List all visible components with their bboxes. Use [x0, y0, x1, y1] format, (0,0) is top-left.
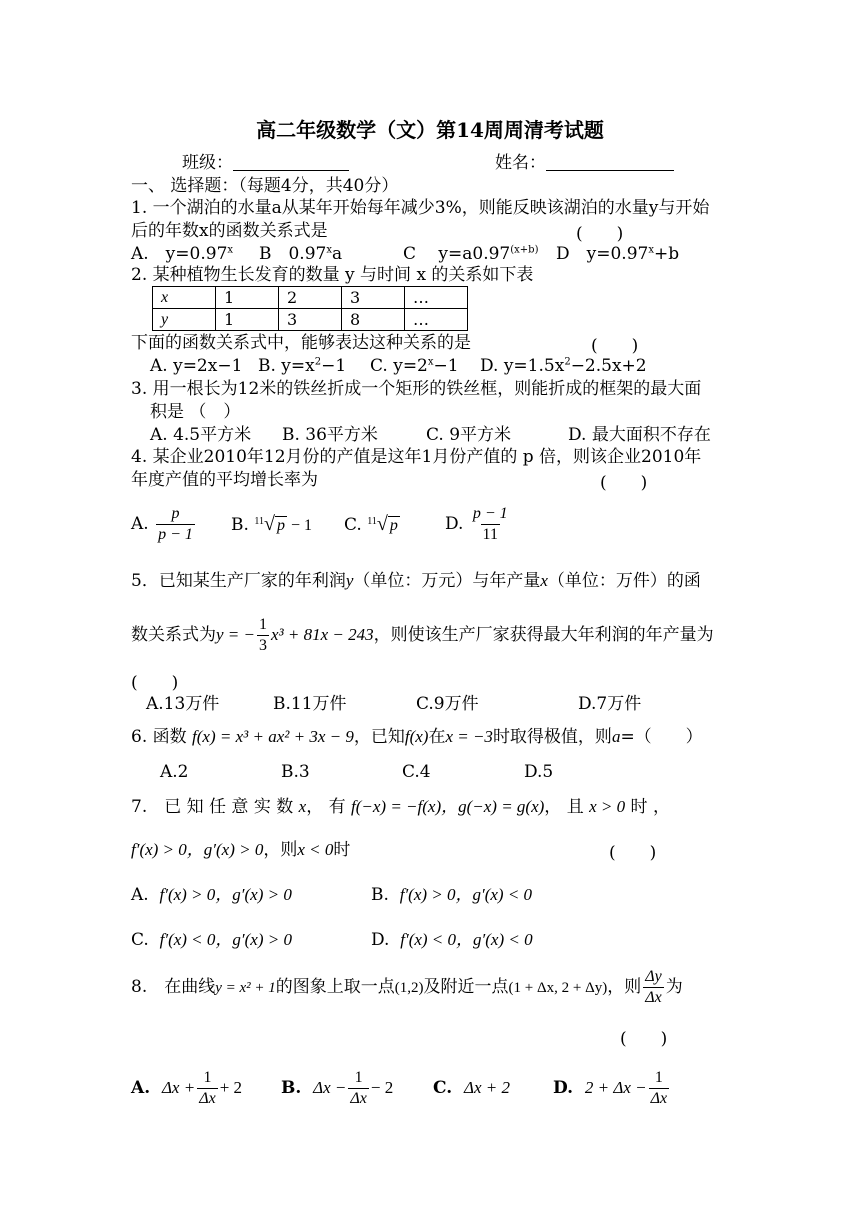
q4-line2: 年度产值的平均增长率为 [131, 470, 318, 490]
q3-line1: 3. 用一根长为12米的铁丝折成一个矩形的铁丝框，则能折成的框架的最大面 [131, 379, 702, 399]
q8-a-pre: Δx + [161, 1078, 196, 1097]
exam-title: 高二年级数学（文）第14周周清考试题 [256, 118, 604, 142]
q7-b-label: B. [371, 885, 389, 905]
q4-option-a[interactable] [131, 504, 197, 545]
class-label: 班级： [182, 153, 233, 173]
q8-num: Δy [645, 968, 662, 985]
q7-d-expr: f′(x) < 0，g′(x) < 0 [400, 930, 533, 949]
q8-d-fraction [649, 1068, 670, 1109]
q8-options [131, 1066, 741, 1110]
q8-a-label: A. [131, 1078, 151, 1098]
q4-option-c[interactable] [344, 510, 400, 538]
table-cell: … [405, 287, 468, 309]
q2-c-tail: −1 [433, 356, 459, 376]
q2-d-sup: 2 [564, 356, 571, 368]
q7-condition: f(−x) = −f(x)，g(−x) = g(x) [351, 797, 545, 816]
q1-d-sup: x [648, 244, 654, 256]
q4-b-label: B. [231, 515, 249, 535]
q8-text: 为 [665, 977, 683, 997]
q8-a-den: Δx [199, 1090, 216, 1107]
q4-c-label: C. [344, 515, 362, 535]
q7-var-x: x [298, 797, 307, 816]
q4-b-radical [254, 513, 312, 535]
q5-eq-fraction [257, 615, 269, 656]
q7-d-label: D. [371, 930, 390, 950]
q6-option-c[interactable]: C.4 [402, 762, 431, 782]
q6-function: f(x) = x³ + ax² + 3x − 9 [192, 727, 354, 746]
q7-text: 时 ， [630, 797, 670, 817]
q7-derivative-condition: f′(x) > 0，g′(x) > 0 [131, 840, 264, 859]
q6-option-b[interactable]: B.3 [281, 762, 310, 782]
q4-c-index: 11 [367, 516, 377, 527]
table-row [153, 287, 468, 309]
q2-c-text: C. y=2 [370, 356, 428, 376]
q8-den: Δx [645, 989, 662, 1006]
table-cell: 2 [279, 287, 342, 309]
q5-option-a[interactable]: A.13万件 [146, 694, 220, 714]
q2-option-b[interactable] [258, 354, 346, 378]
q4-option-d[interactable] [445, 504, 512, 545]
q7-line1 [131, 795, 741, 819]
sqrt-icon: √ [376, 513, 388, 535]
q6-option-d[interactable]: D.5 [524, 762, 554, 782]
table-cell: 1 [216, 287, 279, 309]
q1-c-sup: (x+b) [510, 244, 539, 256]
table-row [153, 309, 468, 331]
q6-text: 在 [428, 727, 446, 747]
name-label: 姓名： [495, 153, 546, 173]
q2-answer-paren[interactable]: ( ) [591, 336, 639, 356]
q4-d-fraction [471, 504, 510, 545]
q7-option-a[interactable] [131, 883, 292, 907]
q6-text: 时取得极值，则 [492, 727, 612, 747]
q2-c-sup: x [427, 356, 434, 368]
q1-d-tail: +b [653, 244, 680, 264]
q8-text: 8. 在曲线 [131, 977, 216, 997]
q4-options [131, 500, 741, 544]
q5-text: （单位：万元）与年产量 [353, 571, 541, 591]
q2-option-d[interactable] [480, 354, 647, 378]
q8-option-b[interactable] [281, 1066, 393, 1110]
q7-c-label: C. [131, 930, 149, 950]
q7-answer-paren[interactable]: ( ) [609, 843, 657, 863]
q7-option-b[interactable] [371, 883, 532, 907]
q4-d-num: p − 1 [472, 505, 508, 522]
q4-b-index: 11 [254, 516, 264, 527]
q3-option-b[interactable]: B. 36平方米 [282, 425, 378, 445]
q8-ratio [643, 967, 664, 1008]
name-blank[interactable] [546, 152, 674, 171]
q8-option-a[interactable] [131, 1066, 242, 1110]
table-cell: 1 [216, 309, 279, 331]
q7-c-expr: f′(x) < 0，g′(x) > 0 [159, 930, 292, 949]
q7-option-c[interactable] [131, 928, 292, 952]
q1-answer-paren[interactable]: ( ) [576, 224, 624, 244]
sqrt-icon: √ [263, 513, 275, 535]
q2-b-text: B. y=x [258, 356, 315, 376]
table-cell: y [153, 309, 216, 331]
q2-b-tail: −1 [321, 356, 347, 376]
q3-line2: 积是 （ ） [150, 402, 241, 422]
q1-line1: 1. 一个湖泊的水量a从某年开始每年减少3%，则能反映该湖泊的水量y与开始 [131, 198, 710, 218]
q6-x-value: x = −3 [445, 727, 493, 746]
q4-line1: 4. 某企业2010年12月份的产值是这年1月份产值的 p 倍，则该企业2010年 [131, 447, 702, 467]
q3-option-c[interactable]: C. 9平方米 [426, 425, 512, 445]
q1-line2: 后的年数x的函数关系式是 [131, 221, 328, 241]
q8-text: ，则 [607, 977, 642, 997]
q8-a-post: + 2 [219, 1078, 243, 1097]
q4-d-label: D. [445, 514, 464, 534]
q1-a-text: A. y=0.97 [131, 244, 228, 264]
q2-table [152, 286, 468, 331]
q4-a-fraction [156, 504, 195, 545]
q8-b-num: 1 [354, 1069, 363, 1086]
q5-answer-paren[interactable]: ( ) [131, 673, 179, 693]
q8-point: (1,2) [394, 980, 424, 996]
q4-a-label: A. [131, 514, 149, 534]
q7-text: ，则 [263, 840, 298, 860]
q4-b-tail: − 1 [286, 517, 312, 534]
q3-option-d[interactable]: D. 最大面积不存在 [568, 425, 711, 445]
q8-d-label: D. [553, 1078, 574, 1098]
q1-d-text: D y=0.97 [556, 244, 649, 264]
q8-point2: (1 + Δx, 2 + Δy) [508, 980, 608, 996]
q8-b-pre: Δx − [313, 1078, 347, 1097]
q7-b-expr: f′(x) > 0，g′(x) < 0 [399, 885, 533, 904]
section-heading: 一、 选择题：（每题4分，共40分） [131, 176, 399, 196]
name-field [495, 151, 860, 175]
q5-text: ，则使该生产厂家获得最大年利润的年产量为 [373, 625, 714, 645]
q5-eq-num: 1 [259, 616, 267, 633]
q4-c-radical [367, 513, 400, 535]
q4-answer-paren[interactable]: ( ) [600, 473, 648, 493]
table-cell: x [153, 287, 216, 309]
table-cell: 8 [342, 309, 405, 331]
q6-answer-paren[interactable]: =（ ） [620, 727, 703, 747]
q2-option-a[interactable]: A. y=2x−1 [150, 356, 243, 376]
q6-text: ，已知 [353, 727, 405, 747]
q8-b-fraction [348, 1068, 369, 1109]
q7-text: 时 [333, 840, 351, 860]
q6-text: 6. 函数 [131, 727, 187, 747]
q2-line1: 2. 某种植物生长发育的数量 y 与时间 x 的关系如下表 [131, 265, 534, 285]
q8-b-den: Δx [350, 1090, 367, 1107]
q5-line2 [131, 613, 741, 657]
q8-a-num: 1 [203, 1069, 212, 1086]
q5-eq-den: 3 [259, 637, 267, 654]
q8-curve: y = x² + 1 [215, 980, 276, 996]
q5-var-y: y [345, 571, 354, 590]
q7-x-negative: x < 0 [297, 840, 334, 859]
q6-line1 [131, 725, 741, 749]
q5-eq-pre: y = − [216, 625, 255, 644]
q7-text: ， 有 [306, 797, 346, 817]
q4-option-b[interactable] [231, 510, 312, 538]
q2-line2: 下面的函数关系式中，能够表达这种关系的是 [131, 333, 471, 353]
q5-option-b[interactable]: B.11万件 [273, 694, 347, 714]
q8-c-expr: Δx + 2 [464, 1078, 510, 1097]
q8-d-num: 1 [654, 1069, 663, 1086]
q7-x-positive: x > 0 [589, 797, 626, 816]
q5-line1 [131, 569, 741, 593]
q8-d-pre: 2 + Δx − [584, 1078, 647, 1097]
q5-eq-post: x³ + 81x − 243 [271, 625, 374, 644]
q1-b-sup: x [326, 244, 332, 256]
q8-d-den: Δx [650, 1090, 668, 1107]
q1-c-text: C y=a0.97 [403, 244, 511, 264]
q2-d-tail: −2.5x+2 [570, 356, 647, 376]
q2-option-c[interactable] [370, 354, 459, 378]
q8-text: 及附近一点 [423, 977, 509, 997]
q4-b-radicand: p [276, 517, 285, 534]
q1-b-tail: a [332, 244, 343, 264]
q8-line1 [131, 965, 741, 1009]
q7-text: 7. 已 知 任 意 实 数 [131, 797, 294, 817]
q5-text: （单位：万件）的函 [547, 571, 701, 591]
q8-answer-paren[interactable]: ( ) [620, 1029, 668, 1049]
q1-b-text: B 0.97 [259, 244, 327, 264]
q5-text: 数关系式为 [131, 625, 216, 645]
q4-a-den: p − 1 [158, 526, 193, 543]
q4-a-num: p [171, 505, 180, 522]
table-cell: … [405, 309, 468, 331]
q4-d-den: 11 [482, 526, 498, 543]
q5-text: 5．已知某生产厂家的年利润 [131, 571, 346, 591]
q3-option-a[interactable]: A. 4.5平方米 [150, 425, 252, 445]
q7-text: ， 且 [544, 797, 584, 817]
q5-var-x: x [540, 571, 548, 590]
q7-a-label: A. [131, 885, 149, 905]
q4-c-radicand: p [389, 517, 398, 534]
q6-var-a: a [611, 727, 621, 746]
q7-a-expr: f′(x) > 0，g′(x) > 0 [159, 885, 292, 904]
q8-a-fraction [197, 1068, 218, 1109]
q6-fx: f(x) [404, 727, 429, 746]
table-cell: 3 [342, 287, 405, 309]
q5-option-c[interactable]: C.9万件 [416, 694, 479, 714]
q2-d-text: D. y=1.5x [480, 356, 565, 376]
class-blank[interactable] [233, 152, 349, 171]
q8-b-label: B. [281, 1078, 302, 1098]
q8-option-c[interactable] [433, 1066, 510, 1110]
q8-option-d[interactable] [553, 1066, 671, 1110]
q1-a-sup: x [227, 244, 234, 256]
q7-option-d[interactable] [371, 928, 533, 952]
q6-option-a[interactable]: A.2 [160, 762, 189, 782]
table-cell: 3 [279, 309, 342, 331]
q8-c-label: C. [433, 1078, 453, 1098]
q8-b-post: − 2 [370, 1078, 394, 1097]
q5-option-d[interactable]: D.7万件 [578, 694, 642, 714]
q2-b-sup: 2 [314, 356, 322, 368]
q8-text: 的图象上取一点 [275, 977, 395, 997]
